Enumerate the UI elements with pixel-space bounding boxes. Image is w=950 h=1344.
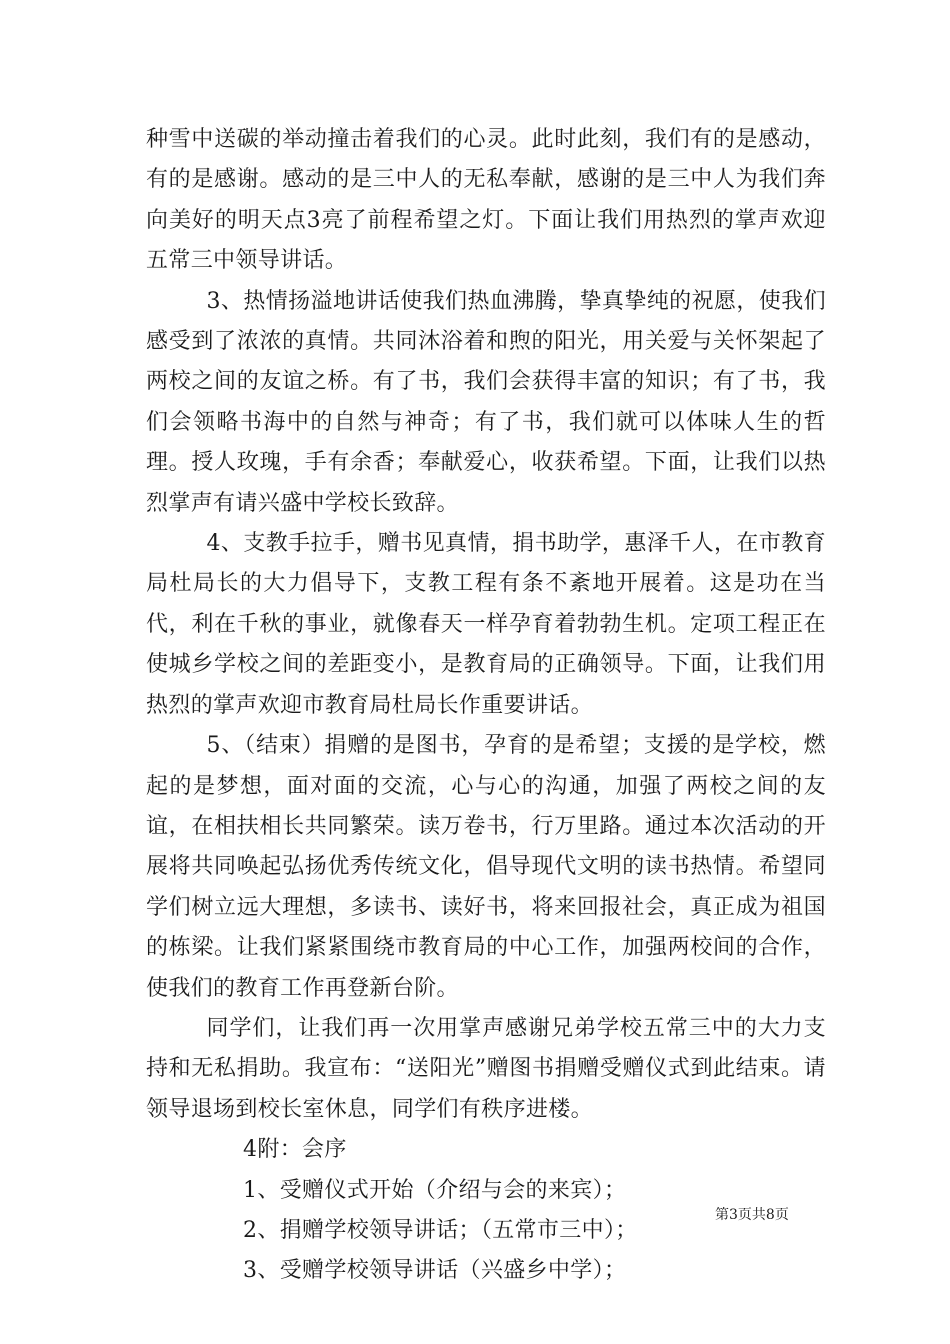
paragraph-continuation: 种雪中送碳的举动撞击着我们的心灵。此时此刻，我们有的是感动，有的是感谢。感动的是三中人的无私奉献，感谢的是三中人为我们奔向美好的明天点3亮了前程希望之灯。下面让我们用热烈的掌声欢迎五常三中领导讲话。 <box>146 127 826 274</box>
appendix-item: 2、捐赠学校领导讲话；（五常市三中）； <box>243 1217 638 1243</box>
appendix-heading: 4附：会序 <box>243 1137 347 1163</box>
paragraph-item-3: 3、热情扬溢地讲话使我们热血沸腾，挚真挚纯的祝愿，使我们感受到了浓浓的真情。共同沐浴着和煦的阳光，用关爱与关怀架起了两校之间的友谊之桥。有了书，我们会获得丰富的知识；有了书，我们会领略书海中的自然与神奇；有了书，我们就可以体味人生的哲理。授人玫瑰，手有余香；奉献爱心，收获希望。下面，让我们以热烈掌声有请兴盛中学校长致辞。 <box>146 288 826 516</box>
paragraph-closing: 同学们，让我们再一次用掌声感谢兄弟学校五常三中的大力支持和无私捐助。我宣布：“送阳光”赠图书捐赠受赠仪式到此结束。请领导退场到校长室休息，同学们有秩序进楼。 <box>146 1015 826 1122</box>
document-body <box>146 120 826 1292</box>
appendix-item: 1、受赠仪式开始（介绍与会的来宾）； <box>243 1177 627 1203</box>
appendix-item: 3、受赠学校领导讲话（兴盛乡中学）； <box>243 1258 627 1284</box>
paragraph-item-4: 4、支教手拉手，赠书见真情，捐书助学，惠泽千人，在市教育局杜局长的大力倡导下，支教工程有条不紊地开展着。这是功在当代，利在千秋的事业，就像春天一样孕育着勃勃生机。定项工程正在使城乡学校之间的差距变小，是教育局的正确领导。下面，让我们用热烈的掌声欢迎市教育局杜局长作重要讲话。 <box>146 531 826 718</box>
paragraph-item-5: 5、（结束）捐赠的是图书，孕育的是希望；支援的是学校，燃起的是梦想，面对面的交流，心与心的沟通，加强了两校之间的友谊，在相扶相长共同繁荣。读万卷书，行万里路。通过本次活动的开展将共同唤起弘扬优秀传统文化，倡导现代文明的读书热情。希望同学们树立远大理想，多读书、读好书，将来回报社会，真正成为祖国的栋梁。让我们紧紧围绕市教育局的中心工作，加强两校间的合作，使我们的教育工作再登新台阶。 <box>146 733 826 1001</box>
page-number-footer: 第3页共8页 <box>715 1207 789 1223</box>
